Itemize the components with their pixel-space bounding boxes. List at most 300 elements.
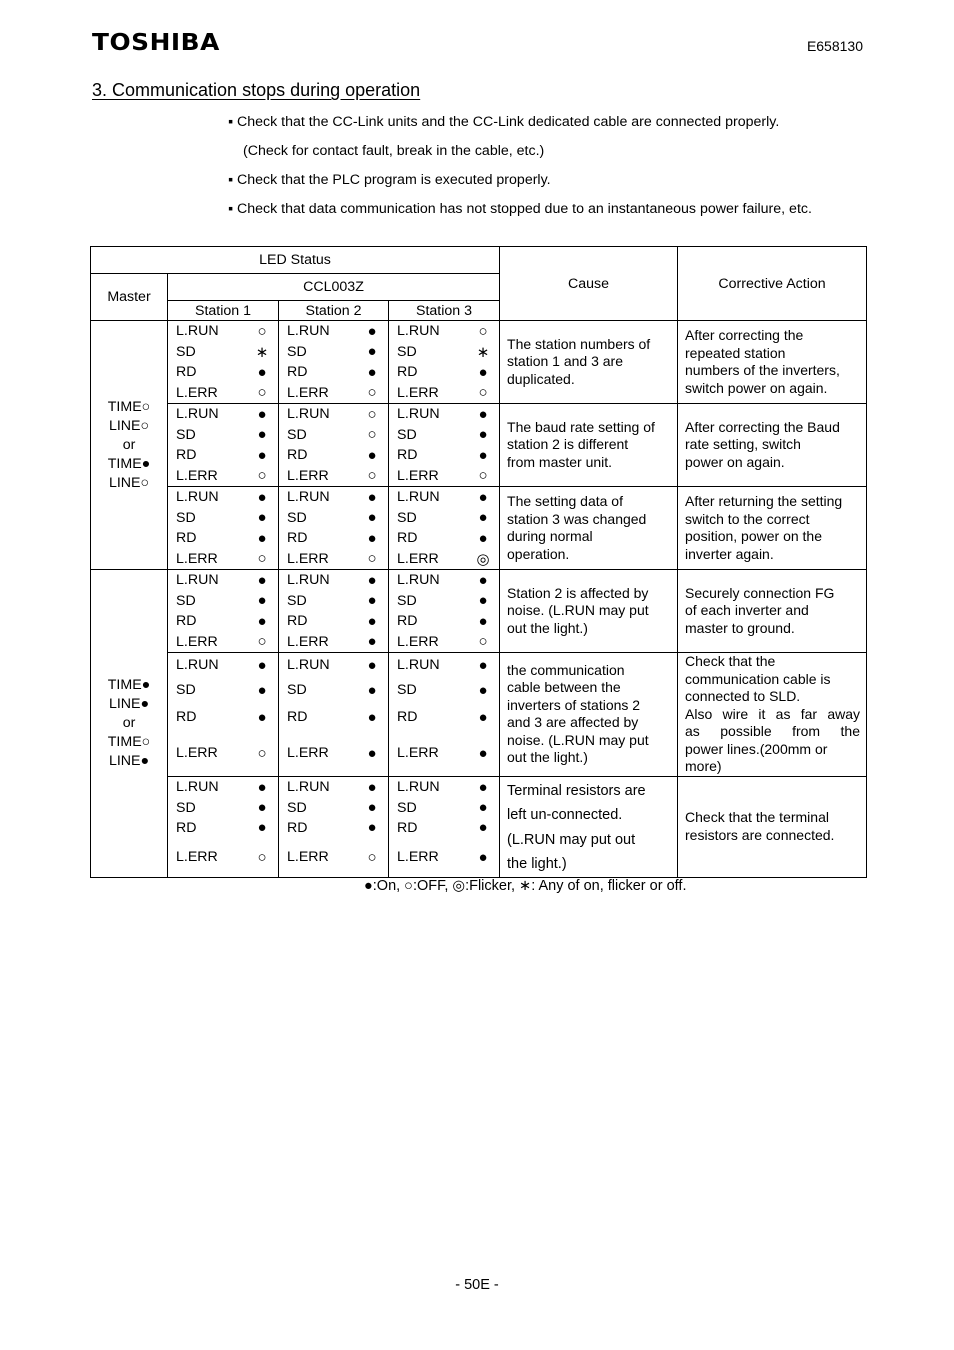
led-indicator [389, 570, 499, 591]
led-state-icon: ○ [367, 426, 377, 444]
led-state-icon: ○ [478, 322, 488, 340]
led-state-icon: ○ [478, 384, 488, 402]
led-indicator [279, 321, 388, 342]
led-state-icon: ○ [367, 384, 377, 402]
led-indicator [168, 677, 278, 703]
led-label: L.ERR [287, 849, 329, 865]
led-indicator [389, 653, 499, 677]
led-state-icon: ● [367, 592, 377, 610]
led-indicator [168, 798, 278, 818]
led-state-icon: ● [478, 488, 488, 506]
toshiba-logo: TOSHIBA [92, 30, 220, 56]
led-indicator [168, 653, 278, 677]
led-label: RD [287, 530, 308, 547]
action-line: more) [685, 758, 722, 774]
action-line: power on again. [685, 453, 785, 470]
led-label: L.ERR [176, 745, 218, 762]
led-indicator [279, 777, 388, 798]
led-indicator [168, 777, 278, 798]
led-state-icon: ● [367, 819, 377, 836]
led-label: SD [176, 343, 196, 360]
led-label: L.RUN [176, 323, 219, 340]
led-state-icon: ● [257, 446, 267, 464]
master-status-line: TIME○ [107, 398, 151, 415]
action-line: rate setting, switch [685, 436, 801, 453]
cause-line: during normal [507, 528, 593, 544]
led-label: RD [176, 709, 197, 726]
led-indicator [168, 508, 278, 529]
symbol-legend: ●:On, ○:OFF, ◎:Flicker, ∗: Any of on, flicker or off. [364, 878, 687, 894]
led-state-icon: ● [257, 681, 267, 699]
led-indicator [279, 570, 388, 591]
ccl003z-header: CCL003Z [168, 274, 500, 301]
led-indicator [168, 342, 278, 363]
led-state-icon: ● [478, 612, 488, 630]
led-label: L.RUN [287, 406, 330, 423]
led-state-icon: ● [367, 633, 377, 651]
led-state-icon: ● [478, 744, 488, 762]
led-label: RD [176, 364, 197, 381]
corrective-action-cell [678, 404, 867, 487]
cause-line: left un-connected. [507, 807, 623, 823]
led-indicator [168, 703, 278, 731]
led-status-table [90, 246, 867, 878]
action-line: After correcting the Baud [685, 418, 840, 435]
led-label: RD [397, 613, 418, 630]
led-indicator [279, 838, 388, 877]
led-indicator [279, 653, 388, 677]
led-label: L.ERR [176, 550, 218, 567]
led-indicator [389, 818, 499, 838]
led-state-icon: ● [478, 446, 488, 464]
led-state-icon: ● [478, 571, 488, 589]
led-state-icon: ● [478, 656, 488, 674]
station-3-led-cell [389, 776, 500, 877]
led-state-icon: ● [367, 322, 377, 340]
station-3-header: Station 3 [389, 301, 500, 321]
action-line: repeated station [685, 344, 786, 361]
led-label: SD [397, 509, 417, 526]
led-indicator [168, 321, 278, 342]
led-label: SD [397, 799, 417, 816]
led-indicator [389, 838, 499, 877]
led-indicator [168, 632, 278, 653]
led-state-icon: ○ [257, 848, 267, 866]
led-label: RD [287, 447, 308, 464]
led-state-icon: ● [257, 612, 267, 630]
corrective-action-cell [678, 570, 867, 653]
led-label: RD [287, 613, 308, 630]
led-indicator [279, 703, 388, 731]
led-indicator [279, 383, 388, 404]
led-indicator [279, 445, 388, 466]
led-state-icon: ○ [257, 633, 267, 651]
led-state-icon: ○ [257, 322, 267, 340]
station-3-led-cell [389, 487, 500, 570]
station-2-led-cell [279, 321, 389, 404]
cause-cell [500, 321, 678, 404]
led-state-icon: ○ [478, 633, 488, 651]
led-state-icon: ○ [257, 744, 267, 762]
led-state-icon: ● [367, 744, 377, 762]
master-status-cell [91, 570, 168, 878]
led-label: L.ERR [176, 467, 218, 484]
led-indicator [389, 383, 499, 404]
led-indicator [168, 466, 278, 487]
led-state-icon: ● [257, 488, 267, 506]
led-indicator [389, 362, 499, 383]
led-state-icon: ○ [478, 467, 488, 485]
led-indicator [168, 383, 278, 404]
led-state-icon: ○ [257, 550, 267, 568]
led-state-icon: ● [367, 363, 377, 381]
table-row [91, 776, 867, 877]
action-line: Check that the terminal [685, 809, 829, 825]
led-indicator [279, 731, 388, 775]
led-indicator [279, 528, 388, 549]
cause-line: duplicated. [507, 370, 575, 387]
led-state-icon: ● [367, 571, 377, 589]
led-label: L.ERR [397, 745, 439, 762]
led-state-icon: ○ [257, 384, 267, 402]
led-label: L.RUN [176, 572, 219, 589]
led-state-icon: ● [257, 509, 267, 527]
cause-line: The setting data of [507, 493, 623, 509]
led-indicator [279, 677, 388, 703]
cause-cell [500, 570, 678, 653]
led-label: L.RUN [176, 489, 219, 506]
master-status-line: or [122, 714, 136, 731]
master-header: Master [91, 274, 168, 321]
led-label: L.ERR [176, 849, 218, 865]
led-indicator [389, 777, 499, 798]
led-label: L.ERR [397, 849, 439, 865]
led-label: L.ERR [287, 633, 329, 650]
action-line: switch power on again. [685, 379, 828, 396]
led-label: L.ERR [397, 633, 439, 650]
led-label: SD [397, 592, 417, 609]
station-3-led-cell [389, 321, 500, 404]
cause-line: noise. (L.RUN may put [507, 731, 649, 748]
station-2-led-cell [279, 404, 389, 487]
cause-line: Terminal resistors are [507, 782, 646, 799]
document-number: E658130 [806, 38, 863, 54]
led-label: L.RUN [397, 323, 440, 340]
action-line: numbers of the inverters, [685, 362, 840, 378]
led-state-icon: ○ [257, 467, 267, 485]
station-2-header: Station 2 [279, 301, 389, 321]
led-state-icon: ● [257, 592, 267, 610]
station-1-led-cell [168, 487, 279, 570]
led-label: SD [287, 799, 307, 816]
cause-line: Station 2 is affected by [507, 584, 649, 601]
led-indicator [389, 425, 499, 446]
led-label: SD [287, 682, 307, 699]
master-status-line: TIME● [107, 455, 151, 472]
led-indicator [389, 703, 499, 731]
action-line: communication cable is [685, 670, 831, 687]
led-label: RD [176, 613, 197, 630]
led-indicator [279, 487, 388, 508]
led-indicator [279, 632, 388, 653]
led-state-icon: ∗ [255, 343, 269, 361]
station-3-led-cell [389, 404, 500, 487]
action-line: Check that the [685, 653, 776, 669]
led-indicator [279, 362, 388, 383]
action-line: power lines.(200mm or [685, 740, 828, 757]
led-state-icon: ● [257, 426, 267, 444]
led-label: L.ERR [287, 745, 329, 762]
led-indicator [168, 591, 278, 612]
led-state-icon: ● [478, 708, 488, 726]
led-indicator [389, 342, 499, 363]
led-label: RD [397, 819, 418, 836]
led-state-icon: ● [367, 799, 377, 816]
master-status-line: TIME○ [107, 733, 151, 750]
led-state-icon: ● [478, 426, 488, 444]
cause-line: and 3 are affected by [507, 714, 639, 731]
led-state-icon: ● [367, 708, 377, 726]
led-label: RD [397, 364, 418, 381]
led-label: L.ERR [397, 384, 439, 401]
table-body [91, 321, 867, 878]
led-state-icon: ● [367, 529, 377, 547]
action-line: connected to SLD. [685, 688, 801, 704]
led-indicator [389, 798, 499, 818]
led-state-icon: ● [478, 592, 488, 610]
led-indicator [389, 731, 499, 775]
led-indicator [279, 466, 388, 487]
led-indicator [389, 611, 499, 632]
page-number: - 50E - [455, 1277, 499, 1293]
cause-line: out the light.) [507, 749, 588, 766]
led-indicator [168, 445, 278, 466]
led-indicator [389, 321, 499, 342]
led-label: L.RUN [287, 779, 330, 795]
led-label: SD [397, 682, 417, 699]
led-state-icon: ○ [367, 405, 377, 423]
led-label: SD [287, 426, 307, 443]
led-label: SD [397, 343, 417, 360]
cause-line: from master unit. [507, 453, 613, 470]
led-state-icon: ● [367, 488, 377, 506]
led-state-icon: ○ [367, 848, 377, 866]
led-label: L.ERR [287, 384, 329, 401]
led-label: L.RUN [397, 489, 440, 506]
led-state-icon: ● [478, 799, 488, 816]
table-row [91, 487, 867, 570]
section-heading: 3. Communication stops during operation [92, 80, 421, 100]
led-label: RD [287, 709, 308, 726]
led-indicator [279, 798, 388, 818]
led-state-icon: ● [478, 363, 488, 381]
master-status-line: or [122, 436, 136, 453]
led-state-icon: ● [478, 405, 488, 423]
led-label: L.RUN [287, 572, 330, 589]
led-indicator [168, 528, 278, 549]
led-label: SD [176, 426, 196, 443]
cause-line: out the light.) [507, 619, 588, 636]
led-state-icon: ● [478, 529, 488, 547]
cause-line: station 3 was changed [507, 510, 647, 527]
led-state-icon: ● [478, 848, 488, 866]
led-indicator [168, 362, 278, 383]
led-label: L.RUN [176, 406, 219, 423]
cause-line: The station numbers of [507, 335, 651, 352]
led-state-icon: ● [367, 343, 377, 361]
cause-line: The baud rate setting of [507, 418, 655, 435]
led-indicator [168, 425, 278, 446]
led-label: SD [287, 592, 307, 609]
station-1-header: Station 1 [168, 301, 279, 321]
led-label: L.RUN [176, 779, 219, 795]
led-label: L.RUN [287, 657, 330, 674]
station-1-led-cell [168, 404, 279, 487]
led-state-icon: ● [367, 446, 377, 464]
led-label: L.RUN [287, 489, 330, 506]
table-row [91, 404, 867, 487]
station-2-led-cell [279, 570, 389, 653]
master-status-line: LINE○ [108, 474, 150, 491]
led-label: L.ERR [397, 467, 439, 484]
led-state-icon: ● [367, 778, 377, 796]
led-state-icon: ● [257, 529, 267, 547]
action-line: as possible from the [685, 723, 861, 739]
led-label: L.RUN [397, 406, 440, 423]
led-indicator [389, 445, 499, 466]
led-indicator [389, 632, 499, 653]
action-line: Securely connection FG [685, 584, 835, 601]
led-state-icon: ● [478, 819, 488, 836]
led-indicator [168, 611, 278, 632]
led-status-header: LED Status [91, 247, 500, 274]
led-state-icon: ● [257, 656, 267, 674]
table-row [91, 321, 867, 404]
led-indicator [389, 591, 499, 612]
station-1-led-cell [168, 776, 279, 877]
table-row [91, 653, 867, 777]
led-indicator [389, 487, 499, 508]
led-label: L.ERR [397, 550, 439, 567]
led-state-icon: ● [257, 571, 267, 589]
led-label: L.ERR [287, 467, 329, 484]
action-line: master to ground. [685, 619, 795, 636]
cause-cell [500, 404, 678, 487]
corrective-action-header: Corrective Action [678, 247, 867, 321]
led-state-icon: ● [257, 778, 267, 796]
led-indicator [389, 528, 499, 549]
corrective-action-cell [678, 487, 867, 570]
led-indicator [279, 611, 388, 632]
led-indicator [279, 342, 388, 363]
led-state-icon: ● [257, 708, 267, 726]
led-label: L.ERR [287, 550, 329, 567]
led-indicator [279, 818, 388, 838]
led-indicator [389, 508, 499, 529]
cause-line: station 1 and 3 are [507, 353, 623, 370]
station-2-led-cell [279, 776, 389, 877]
led-label: SD [397, 426, 417, 443]
table-row [91, 570, 867, 653]
led-state-icon: ○ [367, 467, 377, 485]
led-state-icon: ● [257, 405, 267, 423]
led-state-icon: ● [478, 778, 488, 796]
led-state-icon: ● [257, 799, 267, 816]
led-indicator [168, 570, 278, 591]
led-indicator [168, 404, 278, 425]
master-status-cell [91, 321, 168, 570]
action-line: Also wire it as far away [685, 705, 861, 722]
cause-line: operation. [507, 545, 570, 562]
led-state-icon: ○ [367, 550, 377, 568]
led-label: SD [176, 799, 196, 816]
station-3-led-cell [389, 653, 500, 777]
led-label: SD [287, 509, 307, 526]
led-indicator [389, 404, 499, 425]
led-indicator [168, 549, 278, 570]
led-indicator [279, 549, 388, 570]
led-label: L.RUN [176, 657, 219, 674]
action-line: inverter again. [685, 545, 774, 562]
station-1-led-cell [168, 653, 279, 777]
led-state-icon: ● [367, 509, 377, 527]
led-state-icon: ● [257, 819, 267, 836]
master-status-line: TIME● [107, 676, 151, 693]
led-label: RD [176, 819, 197, 836]
action-line: of each inverter and [685, 602, 809, 619]
led-indicator [279, 508, 388, 529]
led-indicator [168, 838, 278, 877]
led-label: RD [397, 530, 418, 547]
led-state-icon: ● [257, 363, 267, 381]
led-indicator [279, 404, 388, 425]
led-indicator [168, 487, 278, 508]
led-label: L.RUN [397, 779, 440, 795]
led-label: RD [397, 709, 418, 726]
led-label: RD [397, 447, 418, 464]
led-indicator [168, 818, 278, 838]
cause-header: Cause [500, 247, 678, 321]
led-indicator [389, 466, 499, 487]
corrective-action-cell [678, 321, 867, 404]
led-label: RD [176, 530, 197, 547]
led-label: SD [176, 509, 196, 526]
led-state-icon: ● [478, 509, 488, 527]
checklist-item: ▪ Check that the CC-Link units and the CC-Link dedicated cable are connected properly. [228, 114, 780, 130]
checklist-item: ▪ Check that data communication has not stopped due to an instantaneous power failure, etc. [228, 201, 812, 217]
led-label: SD [287, 343, 307, 360]
cause-line: inverters of stations 2 [507, 696, 641, 713]
checklist-item: ▪ Check that the PLC program is executed properly. [228, 172, 551, 188]
led-label: L.ERR [176, 633, 218, 650]
station-1-led-cell [168, 570, 279, 653]
cause-cell [500, 653, 678, 777]
corrective-action-cell [678, 653, 867, 777]
cause-line: (L.RUN may put out [507, 831, 636, 848]
master-status-line: LINE○ [108, 417, 150, 434]
cause-line: noise. (L.RUN may put [507, 602, 649, 619]
cause-line: the communication [507, 661, 625, 678]
action-line: position, power on the [685, 528, 822, 544]
checklist-item: (Check for contact fault, break in the cable, etc.) [243, 143, 545, 159]
led-state-icon: ● [367, 612, 377, 630]
led-label: L.RUN [397, 657, 440, 674]
station-2-led-cell [279, 487, 389, 570]
led-label: RD [176, 447, 197, 464]
cause-line: station 2 is different [507, 436, 629, 453]
action-line: After correcting the [685, 327, 804, 343]
led-label: SD [176, 592, 196, 609]
